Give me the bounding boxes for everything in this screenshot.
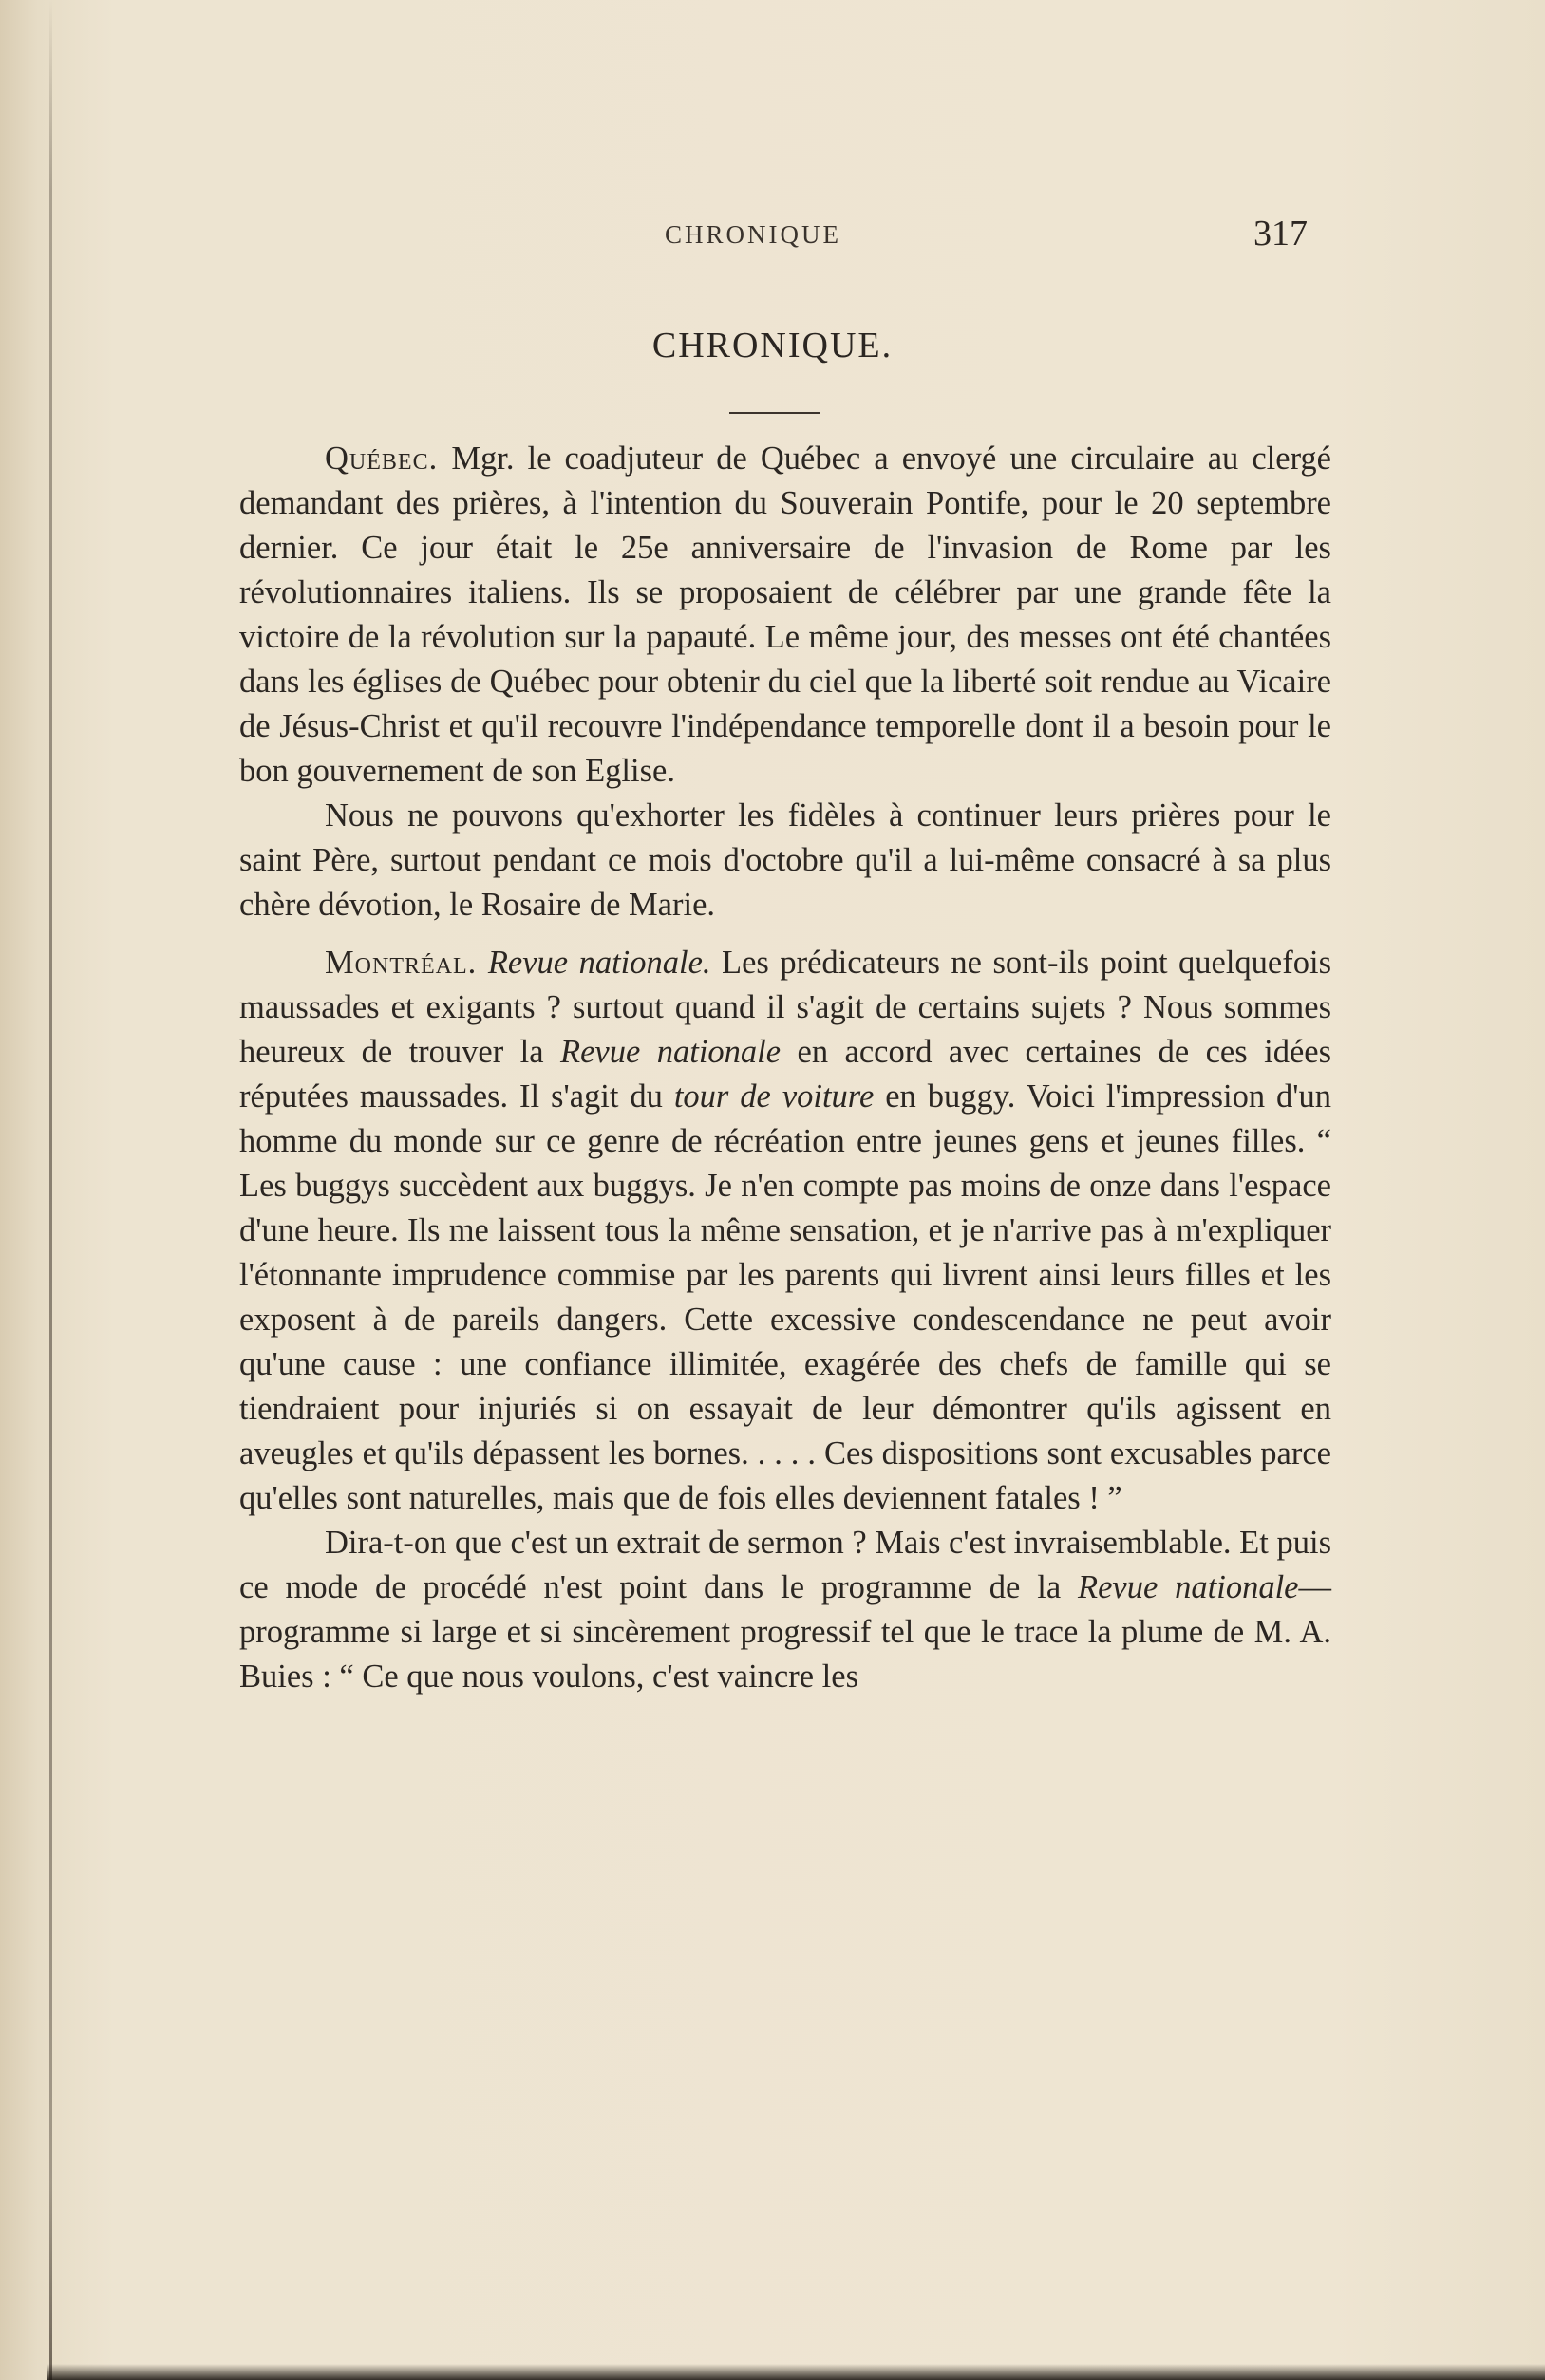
- place-lead-quebec: Québec.: [325, 440, 439, 477]
- journal-title: Revue nationale: [1078, 1569, 1299, 1605]
- page-header: [0, 214, 1545, 258]
- paragraph-text: Mgr. le coadjuteur de Québec a envoyé une circulaire au clergé demandant des prières, à l'intention du Souverain Pontife, pour le 20 septembre dernier. Ce jour était le 25e anniversaire de l'invasion de Rome par les révolutionnaires italiens. Ils se proposaient de célébrer par une grande fête la victoire de la révolution sur la papauté. Le même jour, des messes ont été chantées dans les églises de Québec pour obtenir du ciel que la liberté soit rendue au Vicaire de Jésus-Christ et qu'il recouvre l'indépendance temporelle dont il a besoin pour le bon gouvernement de son Eglise.: [239, 440, 1331, 789]
- title-rule: [729, 412, 820, 414]
- running-head: CHRONIQUE: [665, 220, 841, 249]
- paragraph-quebec: [239, 437, 1331, 794]
- italic-phrase: tour de voiture: [673, 1078, 875, 1115]
- section-title: CHRONIQUE.: [651, 326, 894, 365]
- paragraph-montreal-2: [239, 1521, 1331, 1699]
- body-text: [239, 437, 1331, 1699]
- paragraph-quebec-2: Nous ne pouvons qu'exhorter les fidèles à continuer leurs prières pour le saint Père, surtout pendant ce mois d'octobre qu'il a lui-même consacré à sa plus chère dévotion, le Rosaire de Marie.: [239, 797, 1331, 923]
- paragraph-text: Les prédicateurs ne sont-ils point quelquefois maussades et exigants ? surtout quand il s'agit de certains sujets ? Nous sommes heureux de trouver la: [239, 945, 1331, 1070]
- journal-title: Revue nationale: [560, 1034, 782, 1070]
- page-number: 317: [1253, 214, 1308, 253]
- page-bottom-edge: [47, 2364, 1545, 2380]
- paragraph-text: en accord avec certaines de ces idées réputées maussades. Il s'agit du: [239, 1034, 1331, 1115]
- place-lead-montreal: Montréal.: [325, 945, 478, 981]
- paragraph-text: —programme si large et si sincèrement progressif tel que le trace la plume de M. A. Buies : “ Ce que nous voulons, c'est vaincre les: [239, 1569, 1331, 1695]
- paragraph-text: Dira-t-on que c'est un extrait de sermon ? Mais c'est invraisemblable. Et puis ce mode de procédé n'est point dans le programme de la: [239, 1525, 1331, 1605]
- journal-title: Revue nationale.: [487, 945, 711, 981]
- paragraph-montreal: [239, 941, 1331, 1521]
- paragraph-text: en buggy. Voici l'impression d'un homme du monde sur ce genre de récréation entre jeunes gens et jeunes filles. “ Les buggys succèdent aux buggys. Je n'en compte pas moins de onze dans l'espace d'une heure. Ils me laissent tous la même sensation, et je n'arrive pas à m'expliquer l'étonnante imprudence commise par les parents qui livrent ainsi leurs filles et les exposent à de pareils dangers. Cette excessive condescendance ne peut avoir qu'une cause : une confiance illimitée, exagérée des chefs de famille qui se tiendraient pour injuriés si on essayait de leur démontrer qu'ils agissent en aveugles et qu'ils dépassent les bornes. . . . . Ces dispositions sont excusables parce qu'elles sont naturelles, mais que de fois elles deviennent fatales ! ”: [239, 1078, 1332, 1516]
